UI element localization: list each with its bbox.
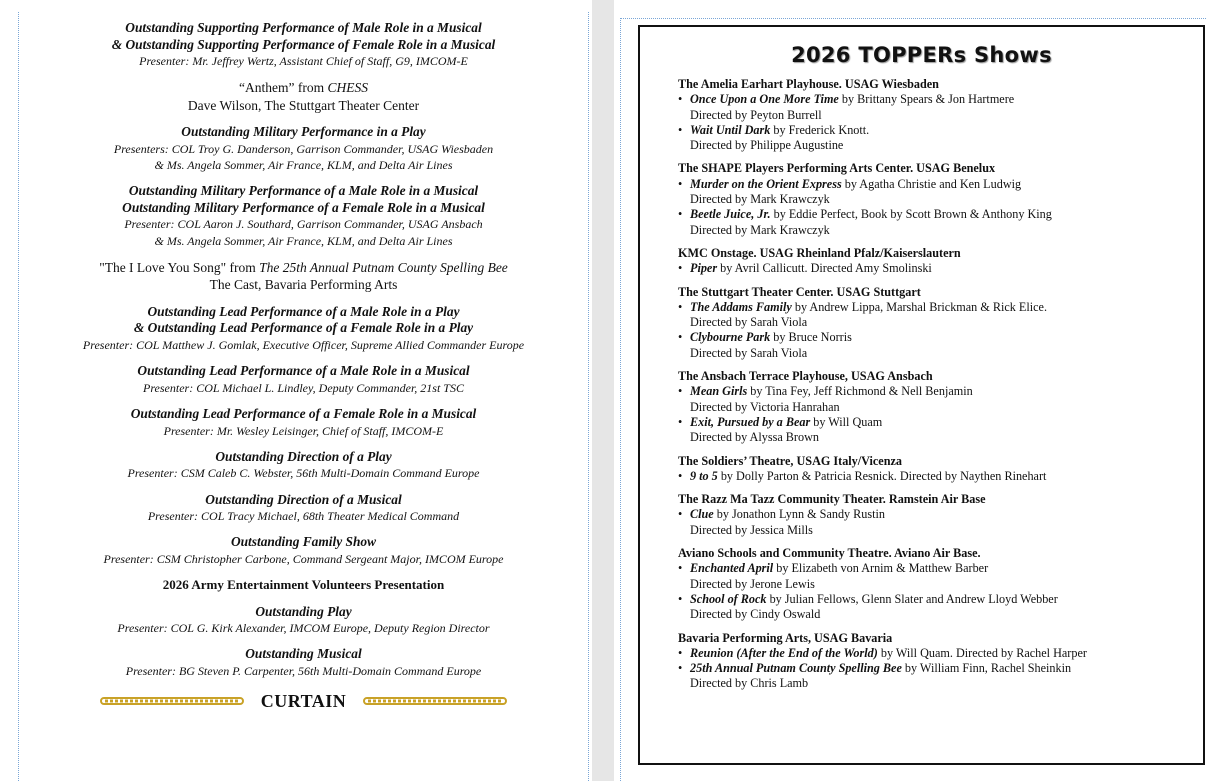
show-director: Directed by Mark Krawczyk [690,222,830,237]
award-block [18,604,589,637]
song-line [18,259,589,277]
presenter-line: Presenters: COL Troy G. Danderson, Garrison Commander, USAG Wiesbaden [113,141,494,156]
show-title: School of Rock [690,591,767,606]
venue-list [640,77,1203,692]
award-category: Outstanding Family Show [230,534,377,550]
program-list [18,20,589,712]
song-performer: Dave Wilson, The Stuttgart Theater Center [187,97,420,113]
show-credits: by Tina Fey, Jeff Richmond & Nell Benjamin [747,384,973,399]
venue-name: Aviano Schools and Community Theatre. Aviano Air Base. [678,546,981,561]
chain-ornament-right [362,696,508,706]
award-category: Outstanding Military Performance of a Female Role in a Musical [122,199,485,215]
show-director: Directed by Peyton Burrell [690,107,822,122]
award-category: Outstanding Lead Performance of a Male Role in a Play [147,303,460,319]
show-item [678,207,1203,222]
presenter-line: Presenter: COL Aaron J. Southard, Garrison Commander, USAG Ansbach [124,217,483,232]
show-item [678,261,1203,276]
show-credits: by Frederick Knott. [770,122,870,137]
venue-block [678,369,1203,445]
venue-block [678,77,1203,153]
show-credits: by Eddie Perfect, Book by Scott Brown & Anthony King [770,207,1052,222]
show-credits: by Andrew Lippa, Marshal Brickman & Rick Elice. [791,299,1047,314]
show-director: Directed by Victoria Hanrahan [690,399,840,414]
award-category: Outstanding Musical [245,646,362,662]
show-credits: by Dolly Parton & Patricia Resnick. Directed by Naythen Rinehart [717,468,1047,483]
venue-block [678,285,1203,361]
chain-ornament-left [99,696,245,706]
award-category: Outstanding Military Performance in a Play [181,124,426,140]
award-category: Outstanding Direction of a Play [215,448,392,464]
venue-block [678,161,1203,237]
presenter-line: & Ms. Angela Sommer, Air France, KLM, and Delta Air Lines [154,158,453,173]
show-title: The Addams Family [690,299,792,314]
show-title: 25th Annual Putnam County Spelling Bee [690,661,902,676]
song-performer: The Cast, Bavaria Performing Arts [209,277,398,293]
venue-name: Bavaria Performing Arts, USAG Bavaria [678,630,893,645]
award-block [18,259,589,294]
section-heading: 2026 Army Entertainment Volunteers Presentation [162,577,445,593]
show-item [678,300,1203,315]
show-director: Directed by Chris Lamb [690,676,809,691]
award-block [18,646,589,679]
show-title: 9 to 5 [690,468,718,483]
show-credits: by Brittany Spears & Jon Hartmere [838,92,1015,107]
show-item [678,177,1203,192]
show-title: Reunion (After the End of the World) [690,645,878,660]
presenter-line: Presenter: COL Matthew J. Gomlak, Executive Officer, Supreme Allied Commander Europe [82,337,525,352]
presenter-line: Presenter: CSM Christopher Carbone, Command Sergeant Major, IMCOM Europe [103,551,504,566]
show-credits: by William Finn, Rachel Sheinkin [901,661,1072,676]
presenter-line: Presenter: Mr. Jeffrey Wertz, Assistant Chief of Staff, G9, IMCOM-E [139,54,468,68]
song-title: "The I Love You Song" from [99,259,260,275]
award-block [18,79,589,114]
song-title: “Anthem” from [239,80,328,96]
venue-name: KMC Onstage. USAG Rheinland Pfalz/Kaiserslautern [678,245,961,260]
award-category: Outstanding Military Performance of a Male Role in a Musical [128,183,479,199]
presenter-line: & Ms. Angela Sommer, Air France, KLM, and Delta Air Lines [154,233,453,248]
show-director: Directed by Jessica Mills [690,522,813,537]
show-item [678,415,1203,430]
award-category: & Outstanding Supporting Performance of Female Role in a Musical [111,36,496,52]
award-block [18,304,589,353]
venue-block [678,246,1203,277]
show-credits: by Avril Callicutt. Directed Amy Smolinski [717,261,932,276]
venue-block [678,454,1203,485]
venue-name: The SHAPE Players Performing Arts Center. USAG Benelux [678,161,996,176]
venue-name: The Ansbach Terrace Playhouse, USAG Ansbach [678,369,933,384]
show-director: Directed by Jerone Lewis [690,576,815,591]
award-block [18,183,589,249]
venue-block [678,492,1203,538]
show-credits: by Will Quam [810,414,883,429]
show-credits: by Agatha Christie and Ken Ludwig [841,176,1022,191]
venue-name: The Razz Ma Tazz Community Theater. Ramstein Air Base [678,492,986,507]
award-block [18,449,589,482]
award-block [18,20,589,69]
show-director: Directed by Alyssa Brown [690,430,819,445]
show-item [678,661,1203,676]
show-credits: by Bruce Norris [770,330,852,345]
presenter-line: Presenter: COL Michael L. Lindley, Deputy Commander, 21st TSC [143,380,464,395]
award-blocks [18,20,589,679]
award-block [18,492,589,525]
award-category: Outstanding Play [255,603,352,619]
toppers-title: 2026 TOPPERs Shows [791,43,1052,67]
show-item [678,507,1203,522]
curtain-label: CURTAIN [260,691,347,712]
show-title: Piper [690,261,718,276]
show-item [678,330,1203,345]
show-item [678,92,1203,107]
show-item [678,384,1203,399]
show-credits: by Jonathon Lynn & Sandy Rustin [713,507,886,522]
award-category: Outstanding Lead Performance of a Male Role in a Musical [137,363,470,379]
page-gutter [592,0,614,781]
show-credits: by Julian Fellows, Glenn Slater and Andrew Lloyd Webber [766,591,1058,606]
venue-block [678,546,1203,622]
song-source: The 25th Annual Putnam County Spelling Bee [259,259,508,275]
presenter-line: Presenter: Mr. Wesley Leisinger, Chief of Staff, IMCOM-E [163,423,444,438]
award-block [18,363,589,396]
show-title: Once Upon a One More Time [690,92,839,107]
curtain-row [18,691,589,712]
show-director: Directed by Philippe Augustine [690,138,844,153]
award-block [18,406,589,439]
show-director: Directed by Mark Krawczyk [690,192,830,207]
song-line [18,79,589,97]
award-block [18,577,589,593]
award-category: Outstanding Lead Performance of a Female Role in a Musical [130,406,477,422]
award-category: Outstanding Supporting Performance of Male Role in a Musical [125,20,482,35]
presenter-line: Presenter: COL Tracy Michael, 68th Theater Medical Command [147,509,460,524]
award-category: & Outstanding Lead Performance of a Female Role in a Play [133,320,474,336]
presenter-line: Presenter: BG Steven P. Carpenter, 56th Multi-Domain Command Europe [125,663,482,678]
presenter-line: Presenter: CSM Caleb C. Webster, 56th Multi-Domain Command Europe [127,466,480,481]
show-item [678,561,1203,576]
show-item [678,592,1203,607]
venue-name: The Soldiers’ Theatre, USAG Italy/Vicenza [678,453,902,468]
venue-block [678,631,1203,692]
award-block [18,124,589,173]
show-title: Beetle Juice, Jr. [690,207,771,222]
show-title: Exit, Pursued by a Bear [690,414,811,429]
show-director: Directed by Sarah Viola [690,345,808,360]
award-category: Outstanding Direction of a Musical [205,491,402,507]
show-title: Enchanted April [690,561,774,576]
show-director: Directed by Sarah Viola [690,315,808,330]
show-item [678,646,1203,661]
show-title: Mean Girls [690,384,748,399]
venue-name: The Amelia Earhart Playhouse. USAG Wiesbaden [678,77,939,91]
show-item [678,123,1203,138]
award-block [18,534,589,567]
show-director: Directed by Cindy Oswald [690,607,821,622]
venue-name: The Stuttgart Theater Center. USAG Stuttgart [678,284,921,299]
show-title: Clybourne Park [690,330,771,345]
presenter-line: Presenter: COL G. Kirk Alexander, IMCOM Europe, Deputy Region Director [117,621,490,636]
show-item [678,469,1203,484]
show-credits: by Elizabeth von Arnim & Matthew Barber [773,561,989,576]
toppers-shows-box [638,25,1205,765]
show-title: Clue [690,507,714,522]
show-title: Murder on the Orient Express [690,176,842,191]
song-source: CHESS [327,80,368,96]
show-title: Wait Until Dark [690,122,771,137]
show-credits: by Will Quam. Directed by Rachel Harper [877,645,1087,660]
